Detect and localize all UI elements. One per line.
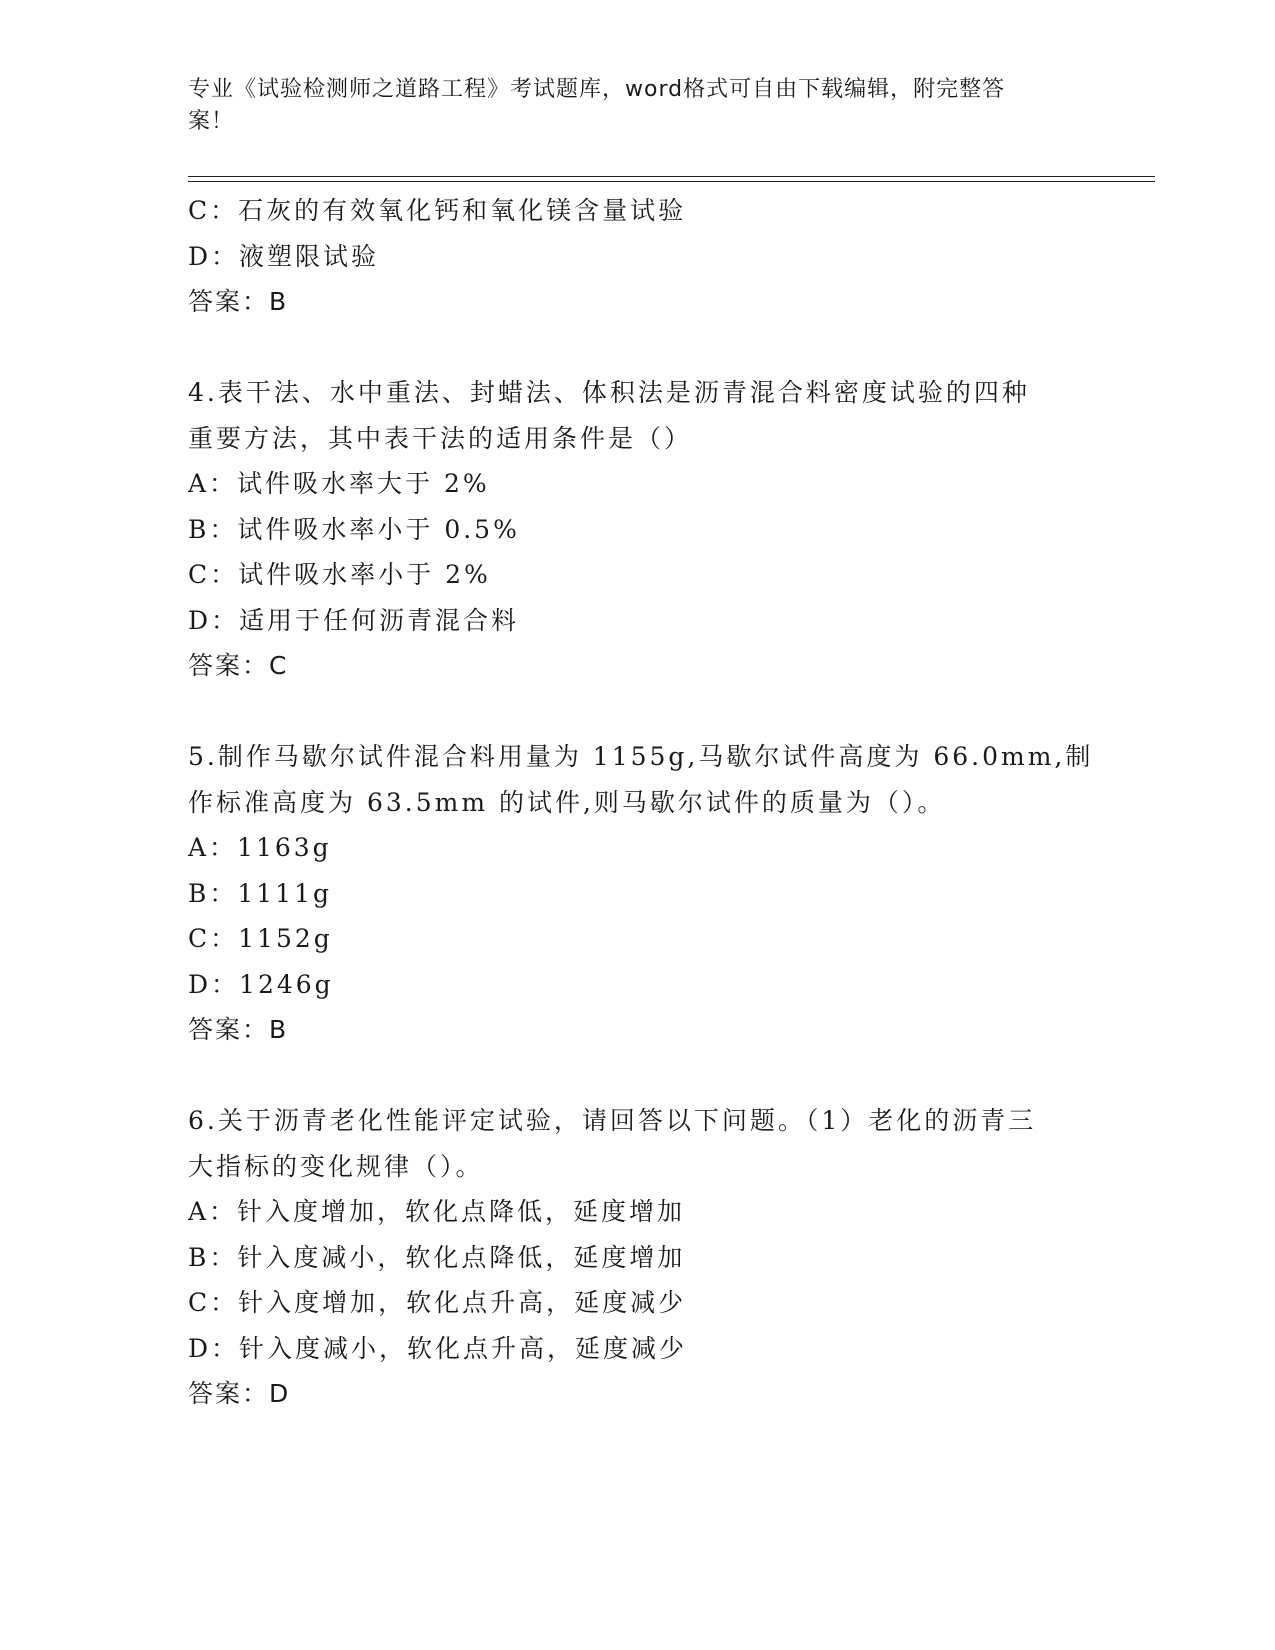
question-fragment [188,188,1088,325]
answer-line: 答案：D [188,1379,291,1408]
option-d: D：适用于任何沥青混合料 [188,605,520,635]
question-stem-line: 6.关于沥青老化性能评定试验，请回答以下问题。（1）老化的沥青三 [188,1106,1037,1135]
option-a: A：1163g [188,833,332,862]
question-5 [188,734,1094,1053]
option-d: D：1246g [188,969,334,999]
question-stem-line: 5.制作马歇尔试件混合料用量为 1155g,马歇尔试件高度为 66.0mm,制 [188,742,1094,771]
answer-line: 答案：B [188,287,289,316]
option-c: C：1152g [188,924,333,953]
question-stem-line: 大指标的变化规律（）。 [188,1151,484,1181]
option-b: B：1111g [188,878,332,908]
page-header [188,74,1068,138]
answer-line: 答案：C [188,651,289,680]
question-6 [188,1098,1088,1417]
spacer [188,1053,1088,1099]
option-a: A：试件吸水率大于 2% [188,469,490,498]
question-stem-line: 4.表干法、水中重法、封蜡法、体积法是沥青混合料密度试验的四种 [188,378,1030,407]
option-d: D：针入度减小，软化点升高，延度减少 [188,1333,688,1363]
spacer [188,689,1088,735]
option-a: A：针入度增加，软化点降低，延度增加 [188,1197,686,1226]
header-line-2: 案！ [188,109,235,134]
option-b: B：针入度减小，软化点降低，延度增加 [188,1242,686,1272]
option-d: D：液塑限试验 [188,241,380,271]
header-rule-bottom [188,181,1155,182]
document-body [188,188,1094,1417]
option-c: C：针入度增加，软化点升高，延度减少 [188,1288,687,1317]
header-rule-top [188,176,1155,177]
option-c: C：石灰的有效氧化钙和氧化镁含量试验 [188,196,687,225]
option-b: B：试件吸水率小于 0.5% [188,514,520,544]
option-c: C：试件吸水率小于 2% [188,560,491,589]
question-stem-line: 作标准高度为 63.5mm 的试件,则马歇尔试件的质量为（）。 [188,787,946,817]
question-stem-line: 重要方法，其中表干法的适用条件是（） [188,423,693,453]
spacer [188,325,1088,371]
question-4 [188,370,1088,689]
header-line-1: 专业《试验检测师之道路工程》考试题库，word格式可自由下载编辑，附完整答 [188,77,1006,102]
answer-line: 答案：B [188,1015,289,1044]
